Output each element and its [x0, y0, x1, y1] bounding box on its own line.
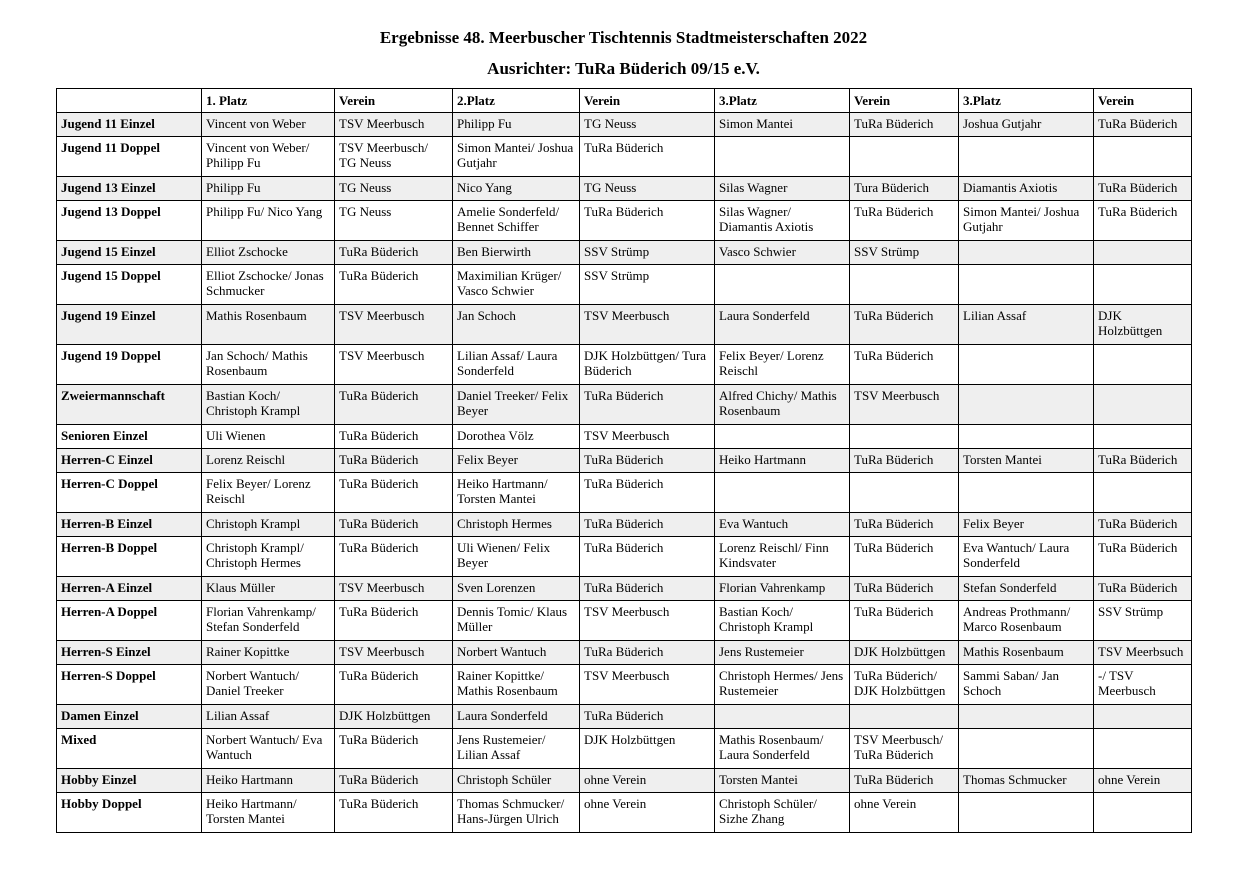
cell-third-place-a: Alfred Chichy/ Mathis Rosenbaum — [715, 385, 850, 425]
table-row — [57, 345, 1192, 385]
results-table — [56, 88, 1192, 833]
cell-second-club: DJK Holzbüttgen — [580, 729, 715, 769]
cell-second-place: Norbert Wantuch — [453, 641, 580, 665]
cell-third-club-a: TuRa Büderich — [850, 449, 959, 473]
cell-category: Herren-A Einzel — [57, 577, 202, 601]
cell-third-place-b — [959, 265, 1094, 305]
cell-second-club: DJK Holzbüttgen/ Tura Büderich — [580, 345, 715, 385]
cell-second-club: TSV Meerbusch — [580, 425, 715, 449]
cell-third-club-a: TuRa Büderich — [850, 769, 959, 793]
header-cell-1-platz: 1. Platz — [202, 89, 335, 113]
cell-third-club-b: TuRa Büderich — [1094, 113, 1192, 137]
cell-second-place: Jens Rustemeier/ Lilian Assaf — [453, 729, 580, 769]
cell-first-club: TSV Meerbusch/ TG Neuss — [335, 137, 453, 177]
cell-first-place: Norbert Wantuch/ Eva Wantuch — [202, 729, 335, 769]
cell-first-club: TuRa Büderich — [335, 729, 453, 769]
cell-third-place-b: Thomas Schmucker — [959, 769, 1094, 793]
cell-third-place-b: Eva Wantuch/ Laura Sonderfeld — [959, 537, 1094, 577]
cell-third-place-b — [959, 793, 1094, 833]
cell-first-place: Felix Beyer/ Lorenz Reischl — [202, 473, 335, 513]
cell-third-place-b: Lilian Assaf — [959, 305, 1094, 345]
cell-second-place: Heiko Hartmann/ Torsten Mantei — [453, 473, 580, 513]
cell-third-club-a — [850, 473, 959, 513]
cell-second-club: TuRa Büderich — [580, 641, 715, 665]
cell-second-place: Christoph Hermes — [453, 513, 580, 537]
cell-first-place: Vincent von Weber/ Philipp Fu — [202, 137, 335, 177]
cell-first-club: DJK Holzbüttgen — [335, 705, 453, 729]
cell-third-place-b: Torsten Mantei — [959, 449, 1094, 473]
cell-third-club-a — [850, 425, 959, 449]
cell-first-place: Lorenz Reischl — [202, 449, 335, 473]
cell-third-club-a: TuRa Büderich — [850, 513, 959, 537]
cell-second-place: Christoph Schüler — [453, 769, 580, 793]
header-cell-2-platz: 2.Platz — [453, 89, 580, 113]
cell-first-club: TuRa Büderich — [335, 449, 453, 473]
cell-category: Damen Einzel — [57, 705, 202, 729]
cell-third-place-a: Silas Wagner/ Diamantis Axiotis — [715, 201, 850, 241]
cell-third-place-a: Vasco Schwier — [715, 241, 850, 265]
cell-third-club-a: TuRa Büderich — [850, 345, 959, 385]
cell-third-place-b — [959, 425, 1094, 449]
cell-third-place-b: Simon Mantei/ Joshua Gutjahr — [959, 201, 1094, 241]
cell-third-place-a: Bastian Koch/ Christoph Krampl — [715, 601, 850, 641]
cell-first-place: Norbert Wantuch/ Daniel Treeker — [202, 665, 335, 705]
cell-third-club-a: TuRa Büderich — [850, 577, 959, 601]
table-row — [57, 641, 1192, 665]
cell-second-club: TuRa Büderich — [580, 385, 715, 425]
cell-second-place: Amelie Sonderfeld/ Bennet Schiffer — [453, 201, 580, 241]
cell-third-club-a: ohne Verein — [850, 793, 959, 833]
table-row — [57, 241, 1192, 265]
cell-third-club-b — [1094, 265, 1192, 305]
cell-second-place: Uli Wienen/ Felix Beyer — [453, 537, 580, 577]
table-row — [57, 425, 1192, 449]
header-cell-verein-2: Verein — [580, 89, 715, 113]
cell-first-place: Heiko Hartmann — [202, 769, 335, 793]
cell-category: Hobby Einzel — [57, 769, 202, 793]
cell-category: Jugend 13 Einzel — [57, 177, 202, 201]
table-row — [57, 769, 1192, 793]
cell-first-club: TuRa Büderich — [335, 665, 453, 705]
cell-third-place-a — [715, 265, 850, 305]
cell-category: Jugend 15 Doppel — [57, 265, 202, 305]
table-row — [57, 177, 1192, 201]
header-row — [57, 89, 1192, 113]
cell-second-place: Daniel Treeker/ Felix Beyer — [453, 385, 580, 425]
cell-category: Jugend 13 Doppel — [57, 201, 202, 241]
cell-second-club: ohne Verein — [580, 793, 715, 833]
cell-third-club-a: TuRa Büderich — [850, 537, 959, 577]
cell-third-club-a: TuRa Büderich — [850, 601, 959, 641]
header-cell-verein-3a: Verein — [850, 89, 959, 113]
cell-third-club-b: TuRa Büderich — [1094, 449, 1192, 473]
cell-second-club: TuRa Büderich — [580, 537, 715, 577]
cell-third-place-a: Torsten Mantei — [715, 769, 850, 793]
cell-third-club-b — [1094, 705, 1192, 729]
cell-third-place-b: Andreas Prothmann/ Marco Rosenbaum — [959, 601, 1094, 641]
cell-third-place-b — [959, 705, 1094, 729]
cell-second-place: Dennis Tomic/ Klaus Müller — [453, 601, 580, 641]
cell-third-place-b — [959, 241, 1094, 265]
table-row — [57, 705, 1192, 729]
cell-category: Mixed — [57, 729, 202, 769]
cell-first-place: Vincent von Weber — [202, 113, 335, 137]
cell-second-club: TSV Meerbusch — [580, 665, 715, 705]
cell-third-place-a: Florian Vahrenkamp — [715, 577, 850, 601]
cell-second-place: Nico Yang — [453, 177, 580, 201]
table-row — [57, 729, 1192, 769]
cell-third-place-b — [959, 473, 1094, 513]
cell-first-place: Lilian Assaf — [202, 705, 335, 729]
table-row — [57, 449, 1192, 473]
cell-third-place-a: Felix Beyer/ Lorenz Reischl — [715, 345, 850, 385]
cell-category: Herren-S Einzel — [57, 641, 202, 665]
cell-third-place-b: Diamantis Axiotis — [959, 177, 1094, 201]
cell-third-club-a — [850, 265, 959, 305]
cell-third-place-b: Joshua Gutjahr — [959, 113, 1094, 137]
cell-second-place: Ben Bierwirth — [453, 241, 580, 265]
cell-first-club: TSV Meerbusch — [335, 113, 453, 137]
cell-second-place: Jan Schoch — [453, 305, 580, 345]
cell-first-club: TuRa Büderich — [335, 425, 453, 449]
cell-third-club-a: TuRa Büderich/ DJK Holzbüttgen — [850, 665, 959, 705]
cell-second-club: TG Neuss — [580, 113, 715, 137]
cell-first-place: Uli Wienen — [202, 425, 335, 449]
cell-third-place-b: Stefan Sonderfeld — [959, 577, 1094, 601]
cell-third-place-a — [715, 473, 850, 513]
header-cell-verein-3b: Verein — [1094, 89, 1192, 113]
cell-first-club: TSV Meerbusch — [335, 305, 453, 345]
cell-third-club-b — [1094, 137, 1192, 177]
cell-third-club-b: -/ TSV Meerbusch — [1094, 665, 1192, 705]
document-subtitle: Ausrichter: TuRa Büderich 09/15 e.V. — [487, 59, 760, 78]
cell-first-club: TSV Meerbusch — [335, 577, 453, 601]
cell-third-club-b: TuRa Büderich — [1094, 577, 1192, 601]
cell-category: Herren-C Doppel — [57, 473, 202, 513]
cell-second-place: Simon Mantei/ Joshua Gutjahr — [453, 137, 580, 177]
cell-third-club-a: TSV Meerbusch/ TuRa Büderich — [850, 729, 959, 769]
cell-second-club: TSV Meerbusch — [580, 601, 715, 641]
cell-third-place-b — [959, 345, 1094, 385]
cell-second-club: TuRa Büderich — [580, 513, 715, 537]
cell-category: Zweiermannschaft — [57, 385, 202, 425]
cell-second-place: Dorothea Völz — [453, 425, 580, 449]
cell-category: Jugend 11 Einzel — [57, 113, 202, 137]
cell-third-club-b: DJK Holzbüttgen — [1094, 305, 1192, 345]
cell-third-place-b — [959, 385, 1094, 425]
table-row — [57, 513, 1192, 537]
cell-third-place-a: Christoph Schüler/ Sizhe Zhang — [715, 793, 850, 833]
cell-third-club-b — [1094, 425, 1192, 449]
cell-second-place: Rainer Kopittke/ Mathis Rosenbaum — [453, 665, 580, 705]
table-row — [57, 665, 1192, 705]
cell-third-club-a: TSV Meerbusch — [850, 385, 959, 425]
cell-first-place: Elliot Zschocke/ Jonas Schmucker — [202, 265, 335, 305]
header-cell-verein-1: Verein — [335, 89, 453, 113]
cell-first-place: Rainer Kopittke — [202, 641, 335, 665]
cell-third-place-a — [715, 425, 850, 449]
cell-first-place: Jan Schoch/ Mathis Rosenbaum — [202, 345, 335, 385]
cell-third-place-a: Laura Sonderfeld — [715, 305, 850, 345]
cell-first-place: Bastian Koch/ Christoph Krampl — [202, 385, 335, 425]
cell-second-club: TSV Meerbusch — [580, 305, 715, 345]
cell-first-place: Philipp Fu — [202, 177, 335, 201]
cell-second-club: TG Neuss — [580, 177, 715, 201]
cell-third-place-a: Jens Rustemeier — [715, 641, 850, 665]
cell-second-club: TuRa Büderich — [580, 577, 715, 601]
cell-first-place: Christoph Krampl — [202, 513, 335, 537]
cell-category: Jugend 19 Doppel — [57, 345, 202, 385]
cell-first-club: TG Neuss — [335, 201, 453, 241]
cell-third-club-b: TuRa Büderich — [1094, 513, 1192, 537]
cell-third-club-b — [1094, 729, 1192, 769]
cell-third-place-b: Felix Beyer — [959, 513, 1094, 537]
cell-third-place-b: Mathis Rosenbaum — [959, 641, 1094, 665]
header-cell-3-platz-a: 3.Platz — [715, 89, 850, 113]
cell-third-place-b — [959, 729, 1094, 769]
cell-third-place-a: Silas Wagner — [715, 177, 850, 201]
cell-third-club-b — [1094, 473, 1192, 513]
cell-third-club-a: SSV Strümp — [850, 241, 959, 265]
cell-category: Herren-B Doppel — [57, 537, 202, 577]
table-row — [57, 305, 1192, 345]
cell-first-club: TuRa Büderich — [335, 601, 453, 641]
cell-first-club: TuRa Büderich — [335, 793, 453, 833]
header-cell-category — [57, 89, 202, 113]
document-title: Ergebnisse 48. Meerbuscher Tischtennis Stadtmeisterschaften 2022 — [379, 28, 868, 47]
cell-first-club: TuRa Büderich — [335, 241, 453, 265]
cell-second-club: ohne Verein — [580, 769, 715, 793]
cell-first-club: TSV Meerbusch — [335, 641, 453, 665]
cell-second-place: Felix Beyer — [453, 449, 580, 473]
cell-third-club-a: TuRa Büderich — [850, 305, 959, 345]
cell-first-club: TuRa Büderich — [335, 537, 453, 577]
cell-second-club: SSV Strümp — [580, 265, 715, 305]
cell-third-place-a: Heiko Hartmann — [715, 449, 850, 473]
table-row — [57, 137, 1192, 177]
cell-first-place: Elliot Zschocke — [202, 241, 335, 265]
cell-third-club-b — [1094, 345, 1192, 385]
cell-category: Jugend 19 Einzel — [57, 305, 202, 345]
table-row — [57, 473, 1192, 513]
cell-third-place-b — [959, 137, 1094, 177]
cell-category: Herren-S Doppel — [57, 665, 202, 705]
cell-third-club-b — [1094, 385, 1192, 425]
table-row — [57, 537, 1192, 577]
cell-third-club-b: TSV Meerbsuch — [1094, 641, 1192, 665]
cell-first-club: TG Neuss — [335, 177, 453, 201]
cell-first-club: TuRa Büderich — [335, 769, 453, 793]
table-row — [57, 113, 1192, 137]
cell-first-club: TSV Meerbusch — [335, 345, 453, 385]
cell-third-club-b: ohne Verein — [1094, 769, 1192, 793]
table-row — [57, 577, 1192, 601]
cell-category: Senioren Einzel — [57, 425, 202, 449]
cell-first-place: Heiko Hartmann/ Torsten Mantei — [202, 793, 335, 833]
table-row — [57, 201, 1192, 241]
cell-third-club-a — [850, 705, 959, 729]
table-row — [57, 601, 1192, 641]
cell-first-place: Christoph Krampl/ Christoph Hermes — [202, 537, 335, 577]
cell-third-club-a: Tura Büderich — [850, 177, 959, 201]
cell-third-place-a: Eva Wantuch — [715, 513, 850, 537]
cell-first-place: Philipp Fu/ Nico Yang — [202, 201, 335, 241]
cell-second-club: TuRa Büderich — [580, 473, 715, 513]
cell-third-club-a — [850, 137, 959, 177]
table-row — [57, 385, 1192, 425]
header-cell-3-platz-b: 3.Platz — [959, 89, 1094, 113]
cell-third-place-a — [715, 705, 850, 729]
cell-category: Hobby Doppel — [57, 793, 202, 833]
cell-second-club: TuRa Büderich — [580, 137, 715, 177]
cell-first-place: Klaus Müller — [202, 577, 335, 601]
table-row — [57, 265, 1192, 305]
cell-third-club-b — [1094, 241, 1192, 265]
cell-second-club: TuRa Büderich — [580, 201, 715, 241]
cell-second-club: TuRa Büderich — [580, 449, 715, 473]
cell-third-place-b: Sammi Saban/ Jan Schoch — [959, 665, 1094, 705]
cell-third-club-b: TuRa Büderich — [1094, 177, 1192, 201]
cell-first-club: TuRa Büderich — [335, 473, 453, 513]
cell-third-club-a: TuRa Büderich — [850, 201, 959, 241]
cell-second-place: Lilian Assaf/ Laura Sonderfeld — [453, 345, 580, 385]
table-row — [57, 793, 1192, 833]
cell-third-club-a: DJK Holzbüttgen — [850, 641, 959, 665]
cell-third-place-a: Christoph Hermes/ Jens Rustemeier — [715, 665, 850, 705]
cell-first-place: Mathis Rosenbaum — [202, 305, 335, 345]
cell-third-club-b: TuRa Büderich — [1094, 201, 1192, 241]
cell-category: Herren-B Einzel — [57, 513, 202, 537]
cell-second-place: Laura Sonderfeld — [453, 705, 580, 729]
cell-third-club-b: SSV Strümp — [1094, 601, 1192, 641]
cell-third-club-b: TuRa Büderich — [1094, 537, 1192, 577]
cell-third-place-a — [715, 137, 850, 177]
cell-second-place: Sven Lorenzen — [453, 577, 580, 601]
cell-second-club: SSV Strümp — [580, 241, 715, 265]
cell-third-club-b — [1094, 793, 1192, 833]
cell-second-place: Thomas Schmucker/ Hans-Jürgen Ulrich — [453, 793, 580, 833]
cell-first-place: Florian Vahrenkamp/ Stefan Sonderfeld — [202, 601, 335, 641]
cell-third-place-a: Mathis Rosenbaum/ Laura Sonderfeld — [715, 729, 850, 769]
cell-first-club: TuRa Büderich — [335, 513, 453, 537]
cell-first-club: TuRa Büderich — [335, 265, 453, 305]
cell-third-place-a: Lorenz Reischl/ Finn Kindsvater — [715, 537, 850, 577]
cell-category: Jugend 11 Doppel — [57, 137, 202, 177]
cell-second-place: Maximilian Krüger/ Vasco Schwier — [453, 265, 580, 305]
cell-category: Jugend 15 Einzel — [57, 241, 202, 265]
cell-third-place-a: Simon Mantei — [715, 113, 850, 137]
cell-second-place: Philipp Fu — [453, 113, 580, 137]
cell-category: Herren-C Einzel — [57, 449, 202, 473]
cell-first-club: TuRa Büderich — [335, 385, 453, 425]
cell-second-club: TuRa Büderich — [580, 705, 715, 729]
cell-category: Herren-A Doppel — [57, 601, 202, 641]
cell-third-club-a: TuRa Büderich — [850, 113, 959, 137]
